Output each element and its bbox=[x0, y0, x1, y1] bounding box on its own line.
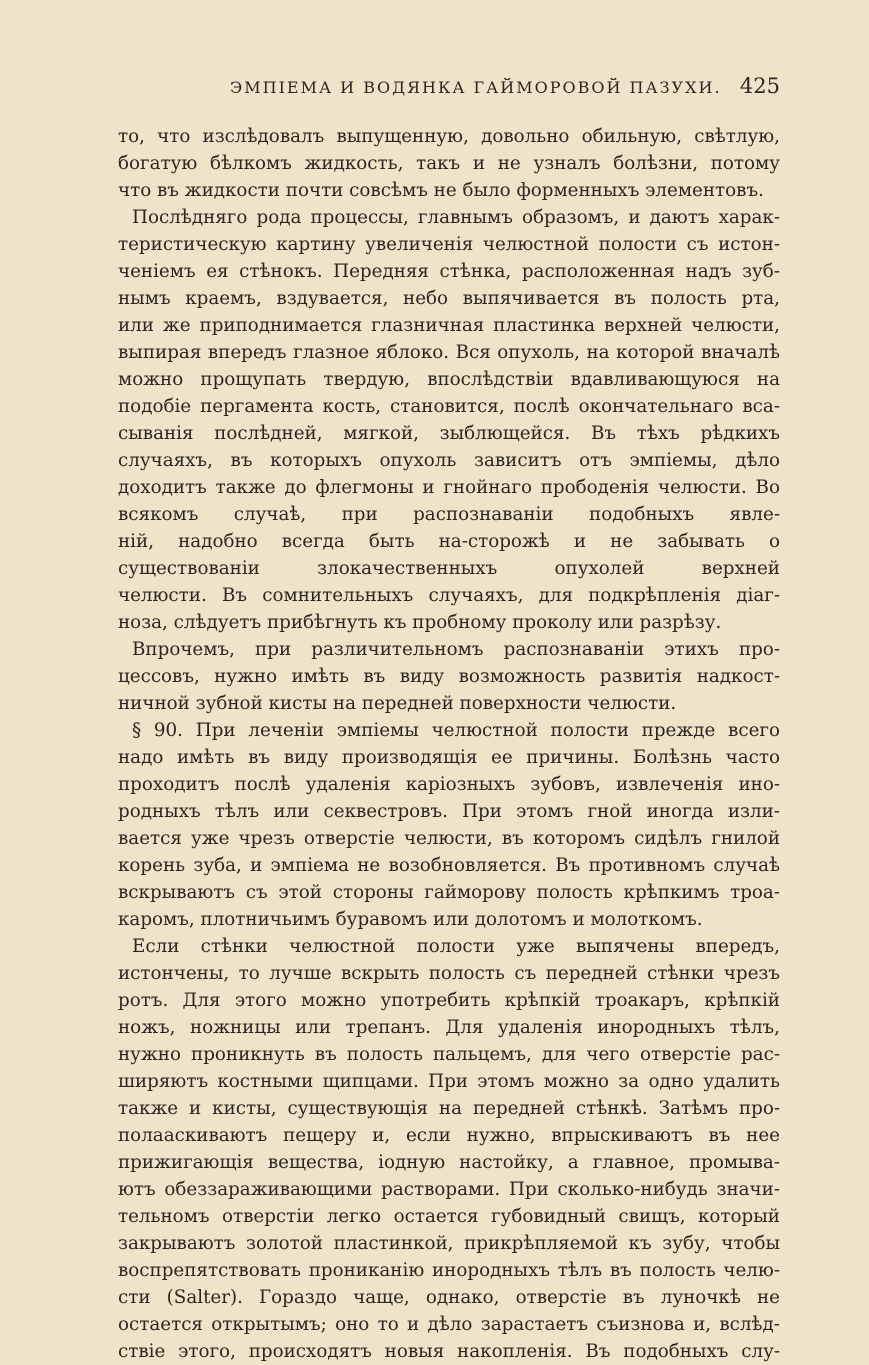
text-line: Если стѣнки челюстной полости уже выпячены впередъ, bbox=[132, 936, 780, 957]
text-line: нужно проникнуть въ полость пальцемъ, для чего отверстіе рас- bbox=[118, 1044, 780, 1065]
page-header bbox=[118, 74, 780, 104]
text-line: каромъ, плотничьимъ буравомъ или долотомъ и молоткомъ. bbox=[118, 909, 703, 930]
page-number: 425 bbox=[739, 74, 780, 98]
text-line: тельномъ отверстіи легко остается губовидный свищъ, который bbox=[118, 1206, 780, 1227]
text-line: истончены, то лучше вскрыть полость съ передней стѣнки чрезъ bbox=[118, 963, 780, 984]
text-line: ноза, слѣдуетъ прибѣгнуть къ пробному проколу или разрѣзу. bbox=[118, 612, 722, 633]
text-line: то, что изслѣдовалъ выпущенную, довольно обильную, свѣтлую, bbox=[118, 126, 780, 147]
text-line: родныхъ тѣлъ или секвестровъ. При этомъ гной иногда изли- bbox=[118, 801, 780, 822]
text-line: ничной зубной кисты на передней поверхности челюсти. bbox=[118, 693, 677, 714]
text-line: богатую бѣлкомъ жидкость, такъ и не узналъ болѣзни, потому bbox=[118, 153, 780, 174]
text-line: ширяютъ костными щипцами. При этомъ можно за одно удалить bbox=[118, 1071, 780, 1092]
text-line: остается открытымъ; оно то и дѣло зарастаетъ съизнова и, вслѣд- bbox=[118, 1314, 780, 1335]
text-line: также и кисты, существующія на передней стѣнкѣ. Затѣмъ про- bbox=[118, 1098, 780, 1119]
text-line: полаaскиваютъ пещеру и, если нужно, впрыскиваютъ въ нее bbox=[118, 1125, 780, 1146]
text-line: § 90. При леченіи эмпіемы челюстной полости прежде всего bbox=[132, 720, 780, 741]
text-line: надо имѣть въ виду производящія ее причины. Болѣзнь часто bbox=[118, 747, 780, 768]
text-line: ченіемъ ея стѣнокъ. Передняя стѣнка, расположенная надъ зуб- bbox=[118, 261, 780, 282]
text-line: существованіи злокачественныхъ опухолей верхней bbox=[118, 558, 780, 579]
text-line: ротъ. Для этого можно употребить крѣпкій троакаръ, крѣпкій bbox=[118, 990, 780, 1011]
text-line: ствіе этого, происходятъ новыя накопленія. Въ подобныхъ слу- bbox=[118, 1341, 780, 1362]
text-line: теристическую картину увеличенія челюстной полости съ истон- bbox=[118, 234, 780, 255]
running-title: ЭМПІЕМА И ВОДЯНКА ГАЙМОРОВОЙ ПАЗУХИ. bbox=[230, 78, 722, 97]
text-line: челюсти. Въ сомнительныхъ случаяхъ, для подкрѣпленія діаг- bbox=[118, 585, 780, 606]
text-line: что въ жидкости почти совсѣмъ не было форменныхъ элементовъ. bbox=[118, 180, 764, 201]
text-line: или же приподнимается глазничная пластинка верхней челюсти, bbox=[118, 315, 780, 336]
text-line: можно прощупать твердую, впослѣдствіи вдавливающуюся на bbox=[118, 369, 780, 390]
text-line: проходитъ послѣ удаленія каріозныхъ зубовъ, извлеченія ино- bbox=[118, 774, 780, 795]
text-line: подобіе пергамента кость, становится, послѣ окончательнаго вса- bbox=[118, 396, 780, 417]
body-text bbox=[118, 123, 780, 1365]
text-line: ній, надобно всегда быть на-сторожѣ и не забывать о bbox=[118, 531, 780, 552]
text-line: цессовъ, нужно имѣть въ виду возможность развитія надкост- bbox=[118, 666, 780, 687]
text-line: воспрепятствовать проникaнію инородныхъ тѣлъ въ полость челю- bbox=[118, 1260, 780, 1281]
text-line: ютъ обеззараживающими растворами. При сколько-нибудь значи- bbox=[118, 1179, 780, 1200]
text-line: всякомъ случаѣ, при распознаваніи подобныхъ явле- bbox=[118, 504, 780, 525]
text-line: вскрываютъ съ этой стороны гайморову полость крѣпкимъ троа- bbox=[118, 882, 780, 903]
text-line: прижигающія вещества, іодную настойку, а главное, промыва- bbox=[118, 1152, 780, 1173]
text-line: доходитъ также до флегмоны и гнойнаго прободенія челюсти. Во bbox=[118, 477, 780, 498]
text-line: ножъ, ножницы или трепанъ. Для удаленія инородныхъ тѣлъ, bbox=[118, 1017, 780, 1038]
text-line: сти (Salter). Гораздо чаще, однако, отверстіе въ луночкѣ не bbox=[118, 1287, 780, 1308]
text-line: нымъ краемъ, вздувается, небо выпячивается въ полость рта, bbox=[118, 288, 780, 309]
text-line: выпирая впередъ глазное яблоко. Вся опухоль, на которой вначалѣ bbox=[118, 342, 780, 363]
text-line: закрываютъ золотой пластинкой, прикрѣпляемой къ зубу, чтобы bbox=[118, 1233, 780, 1254]
text-line: сыванія послѣдней, мягкой, зыблющейся. Въ тѣхъ рѣдкихъ bbox=[118, 423, 780, 444]
text-line: Послѣдняго рода процессы, главнымъ образомъ, и даютъ харак- bbox=[132, 207, 780, 228]
text-line: вается уже чрезъ отверстіе челюсти, въ которомъ сидѣлъ гнилой bbox=[118, 828, 780, 849]
text-line: Впрочемъ, при различительномъ распознаваніи этихъ про- bbox=[132, 639, 780, 660]
text-line: корень зуба, и эмпіема не возобновляется. Въ противномъ случаѣ bbox=[118, 855, 780, 876]
text-line: случаяхъ, въ которыхъ опухоль зависитъ отъ эмпіемы, дѣло bbox=[118, 450, 780, 471]
